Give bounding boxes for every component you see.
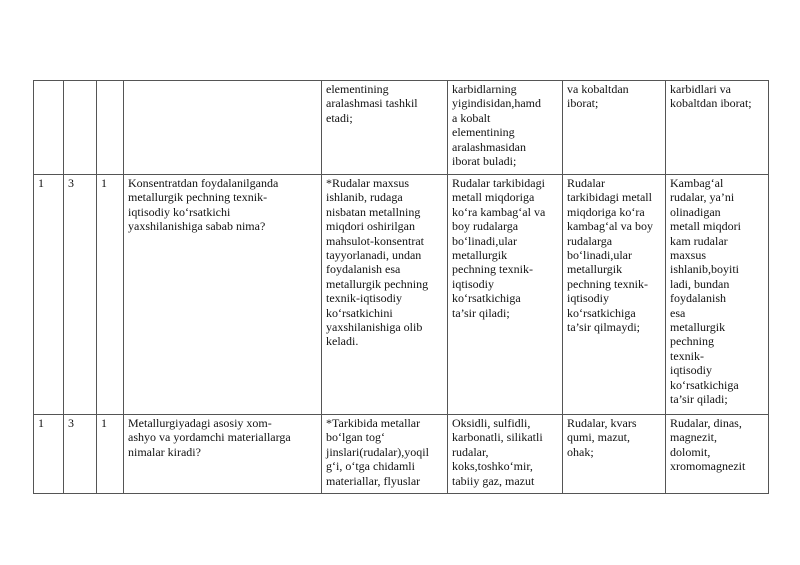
cell-number-2 — [64, 81, 97, 175]
alternative-answer-cell: Rudalar, kvars qumi, mazut, ohak; — [563, 415, 666, 494]
alternative-answer-cell: Rudalar tarkibidagi metall miqdoriga ko‘ra kambag‘al va boy rudalarga bo‘linadi,ular metallurgik pechning texnik- iqtisodiy ko‘rsatkichiga ta’sir qilmaydi; — [563, 175, 666, 415]
alternative-answer-cell: karbidlari va kobaltdan iborat; — [666, 81, 769, 175]
correct-answer-cell: *Rudalar maxsus ishlanib, rudaga nisbatan metallning miqdori oshirilgan mahsulot-konsentrat tayyorlanadi, undan foydalanish esa metallurgik pechning texnik-iqtisodiy ko‘rsatkichini yaxshilanishiga olib keladi. — [322, 175, 448, 415]
table-row — [34, 415, 769, 494]
test-table — [33, 80, 769, 494]
cell-number-1: 1 — [34, 415, 64, 494]
cell-number-3: 1 — [97, 415, 124, 494]
cell-number-2: 3 — [64, 175, 97, 415]
alternative-answer-cell: karbidlarning yigindisidan,hamd a kobalt elementining aralashmasidan iborat buladi; — [448, 81, 563, 175]
cell-number-1: 1 — [34, 175, 64, 415]
question-cell — [124, 81, 322, 175]
alternative-answer-cell: Rudalar tarkibidagi metall miqdoriga ko‘ra kambag‘al va boy rudalarga bo‘linadi,ular metallurgik pechning texnik- iqtisodiy ko‘rsatkichiga ta’sir qiladi; — [448, 175, 563, 415]
cell-number-1 — [34, 81, 64, 175]
question-cell: Metallurgiyadagi asosiy xom- ashyo va yordamchi materiallarga nimalar kiradi? — [124, 415, 322, 494]
cell-number-3 — [97, 81, 124, 175]
cell-number-2: 3 — [64, 415, 97, 494]
alternative-answer-cell: Kambag‘al rudalar, ya’ni olinadigan metall miqdori kam rudalar maxsus ishlanib,boyiti ladi, bundan foydalanish esa metallurgik pechning texnik- iqtisodiy ko‘rsatkichiga ta’sir qiladi; — [666, 175, 769, 415]
correct-answer-cell: elementining aralashmasi tashkil etadi; — [322, 81, 448, 175]
question-cell: Konsentratdan foydalanilganda metallurgik pechning texnik- iqtisodiy ko‘rsatkichi yaxshilanishiga sabab nima? — [124, 175, 322, 415]
alternative-answer-cell: Oksidli, sulfidli, karbonatli, silikatli rudalar, koks,toshko‘mir, tabiiy gaz, mazut — [448, 415, 563, 494]
correct-answer-cell: *Tarkibida metallar bo‘lgan tog‘ jinslari(rudalar),yoqil g‘i, o‘tga chidamli materiallar, flyuslar — [322, 415, 448, 494]
alternative-answer-cell: va kobaltdan iborat; — [563, 81, 666, 175]
table-row — [34, 81, 769, 175]
table-row — [34, 175, 769, 415]
alternative-answer-cell: Rudalar, dinas, magnezit, dolomit, xromomagnezit — [666, 415, 769, 494]
cell-number-3: 1 — [97, 175, 124, 415]
